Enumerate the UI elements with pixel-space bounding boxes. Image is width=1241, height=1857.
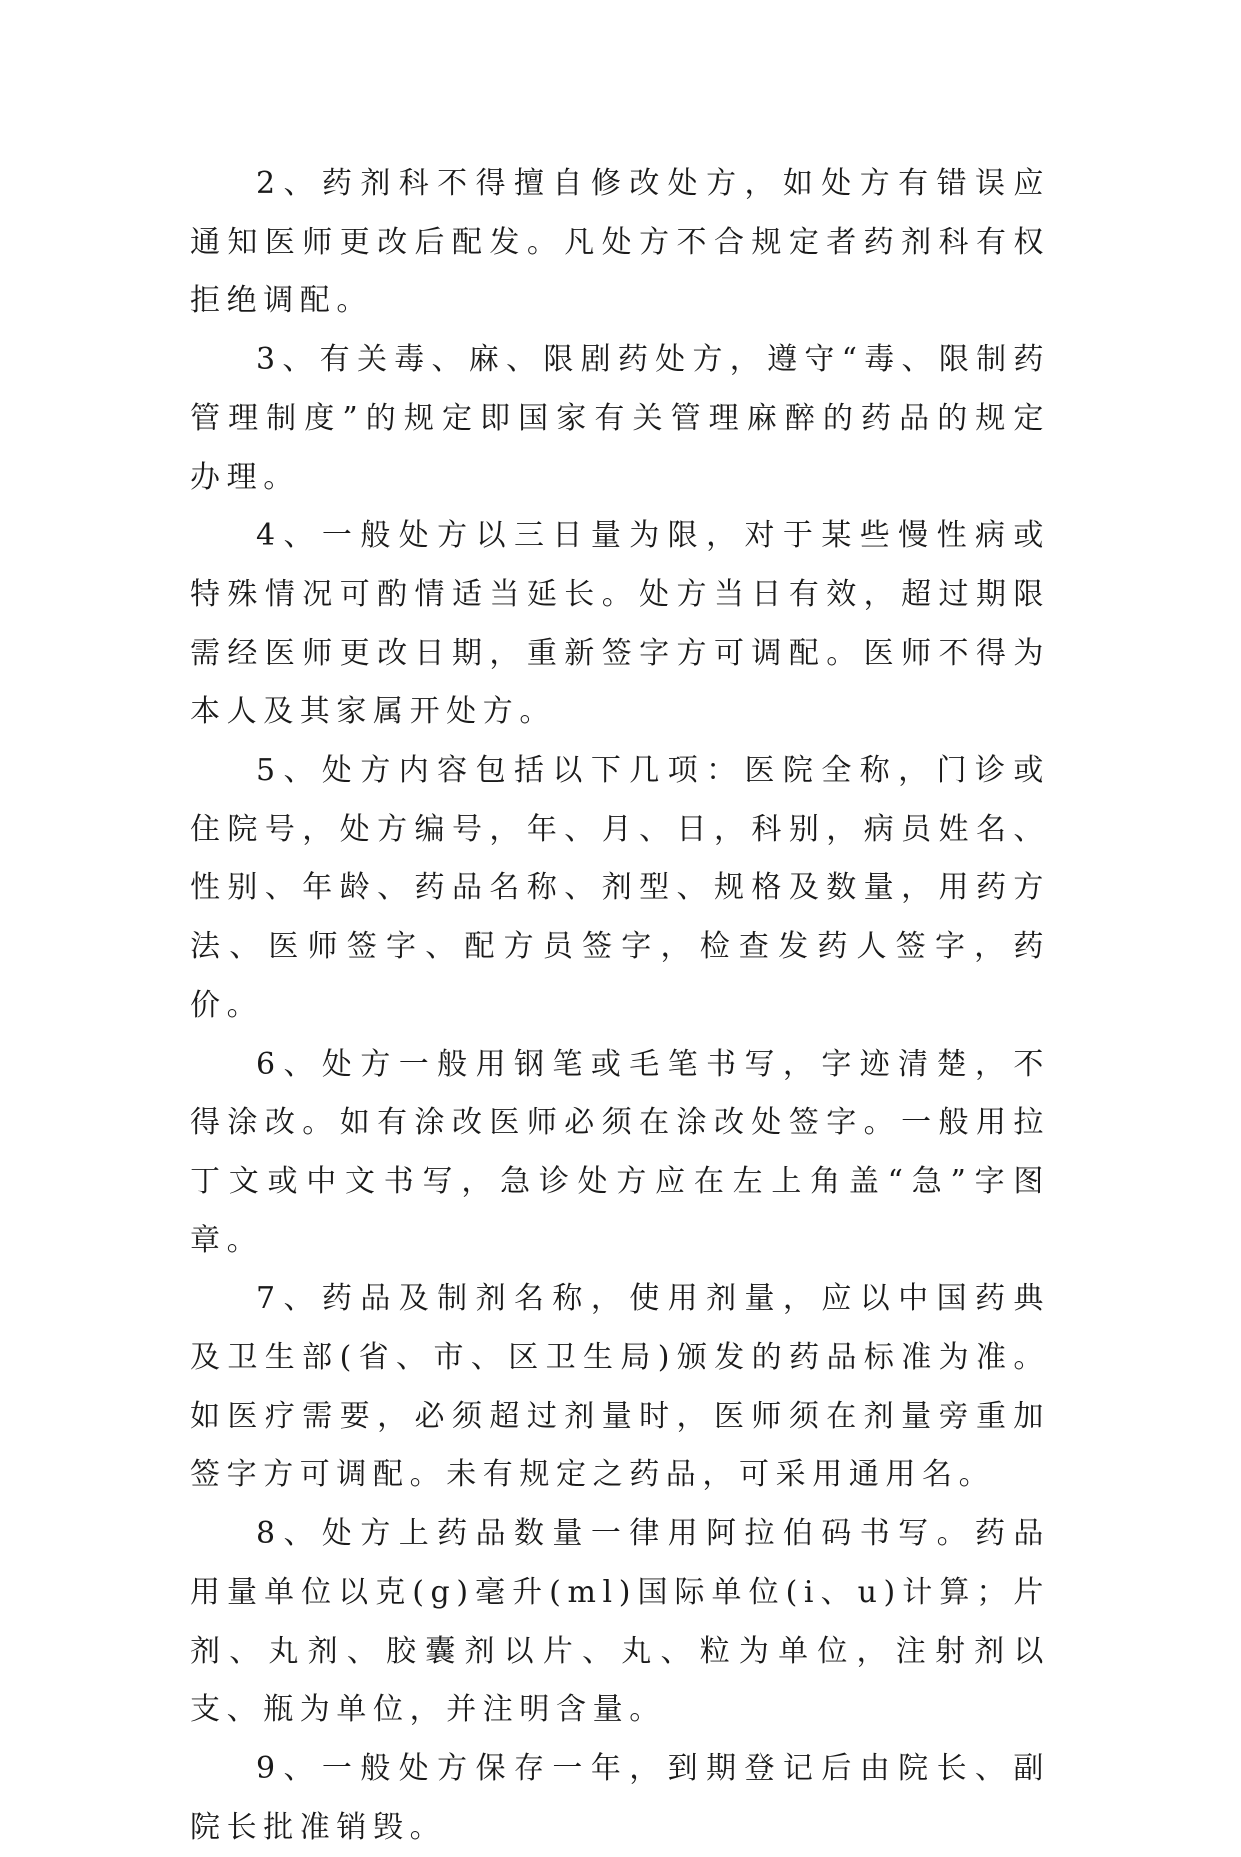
paragraph-item-6: 6、处方一般用钢笔或毛笔书写，字迹清楚，不得涂改。如有涂改医师必须在涂改处签字。一般用拉丁文或中文书写，急诊处方应在左上角盖“急”字图章。 bbox=[190, 1046, 1050, 1258]
document-body bbox=[190, 155, 1050, 1857]
paragraph-item-4: 4、一般处方以三日量为限，对于某些慢性病或特殊情况可酌情适当延长。处方当日有效，超过期限需经医师更改日期，重新签字方可调配。医师不得为本人及其家属开处方。 bbox=[190, 518, 1050, 730]
paragraph-item-9: 9、一般处方保存一年，到期登记后由院长、副院长批准销毁。 bbox=[190, 1750, 1050, 1845]
paragraph-item-5: 5、处方内容包括以下几项：医院全称，门诊或住院号，处方编号，年、月、日，科别，病员姓名、性别、年龄、药品名称、剂型、规格及数量，用药方法、医师签字、配方员签字，检查发药人签字，药价。 bbox=[190, 753, 1050, 1023]
paragraph-item-2: 2、药剂科不得擅自修改处方，如处方有错误应通知医师更改后配发。凡处方不合规定者药剂科有权拒绝调配。 bbox=[190, 166, 1050, 319]
paragraph-item-7: 7、药品及制剂名称，使用剂量，应以中国药典及卫生部(省、市、区卫生局)颁发的药品标准为准。如医疗需要，必须超过剂量时，医师须在剂量旁重加签字方可调配。未有规定之药品，可采用通用名。 bbox=[190, 1281, 1050, 1493]
paragraph-item-3: 3、有关毒、麻、限剧药处方，遵守“毒、限制药管理制度”的规定即国家有关管理麻醉的药品的规定办理。 bbox=[190, 342, 1050, 495]
paragraph-item-8: 8、处方上药品数量一律用阿拉伯码书写。药品用量单位以克(g)毫升(ml)国际单位(i、u)计算；片剂、丸剂、胶囊剂以片、丸、粒为单位，注射剂以支、瓶为单位，并注明含量。 bbox=[190, 1516, 1050, 1728]
